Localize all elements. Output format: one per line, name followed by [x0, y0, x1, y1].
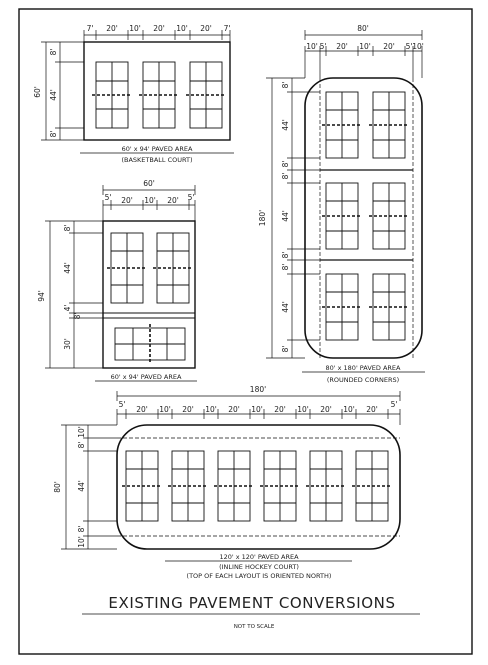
dim-left-7: 44' [281, 301, 290, 313]
dim-top-1: 20' [136, 405, 148, 414]
dim-left-2: 44' [77, 480, 86, 492]
dim-left-3: 8' [281, 172, 290, 180]
dim-top-5: 5' [405, 42, 413, 51]
dim-top-2: 20' [336, 42, 348, 51]
dim-top-1: 20' [121, 196, 133, 205]
dim-top-1: 5' [319, 42, 327, 51]
caption: 60' x 94' PAVED AREA [121, 145, 193, 153]
dim-overall-top: 60' [143, 179, 155, 188]
rounded-layout [258, 24, 425, 384]
dim-top-0: 5' [118, 400, 126, 409]
dim-overall-left: 180' [258, 209, 267, 227]
paved-area [103, 221, 195, 368]
dim-left-6: 8' [281, 263, 290, 271]
dim-top-9: 20' [320, 405, 332, 414]
dim-top-4: 10' [176, 24, 188, 33]
paved-area [117, 425, 400, 549]
dim-top-2: 10' [159, 405, 171, 414]
basketball-layout [33, 24, 234, 164]
dim-top-7: 20' [274, 405, 286, 414]
dim-top-2: 10' [144, 196, 156, 205]
dim-left-1: 8' [77, 441, 86, 449]
dim-overall-left: 94' [37, 290, 46, 302]
dim-top-4: 20' [383, 42, 395, 51]
dim-overall-left: 60' [33, 86, 42, 98]
dim-top-6: 10' [251, 405, 263, 414]
dim-top-5: 20' [200, 24, 212, 33]
dim-overall-top: 180' [249, 385, 267, 394]
paved-area [84, 42, 230, 140]
dim-top-12: 5' [390, 400, 398, 409]
dim-top-3: 10' [359, 42, 371, 51]
caption-2: (BASKETBALL COURT) [121, 156, 193, 164]
dim-top-6: 10' [412, 42, 424, 51]
dim-left-4: 10' [77, 536, 86, 548]
dim-left-1: 44' [49, 89, 58, 101]
dim-top-4: 5' [187, 193, 195, 202]
page-subtitle: NOT TO SCALE [233, 624, 275, 630]
dim-left-1: 44' [63, 262, 72, 274]
hockey-layout [53, 385, 400, 580]
dim-top-3: 20' [167, 196, 179, 205]
dim-left-0: 8' [281, 81, 290, 89]
dim-left-4: 30' [63, 338, 72, 350]
dim-left-2: 8' [281, 160, 290, 168]
dim-top-6: 7' [223, 24, 231, 33]
dim-left-2: 4' [63, 304, 72, 312]
dim-top-3: 20' [153, 24, 165, 33]
dim-left-2: 8' [49, 130, 58, 138]
page-title: EXISTING PAVEMENT CONVERSIONS [108, 594, 396, 612]
small-layout [37, 179, 197, 381]
caption-2: (ROUNDED CORNERS) [326, 376, 400, 384]
dim-left-5: 8' [281, 251, 290, 259]
paved-area [305, 78, 422, 358]
caption: 120' x 120' PAVED AREA [219, 553, 299, 561]
dim-top-3: 20' [182, 405, 194, 414]
dim-overall-top: 80' [357, 24, 369, 33]
dim-top-10: 10' [343, 405, 355, 414]
caption: 80' x 180' PAVED AREA [325, 364, 401, 372]
caption: 60' x 94' PAVED AREA [110, 373, 182, 381]
dim-top-0: 10' [306, 42, 318, 51]
dim-overall-left: 80' [53, 481, 62, 493]
dim-left-4: 44' [281, 210, 290, 222]
dim-left-1: 44' [281, 119, 290, 131]
dim-left-8: 8' [281, 345, 290, 353]
caption-3: (TOP OF EACH LAYOUT IS ORIENTED NORTH) [186, 572, 332, 580]
dim-top-8: 10' [297, 405, 309, 414]
dim-top-5: 20' [228, 405, 240, 414]
dim-top-1: 20' [106, 24, 118, 33]
dim-top-0: 5' [104, 193, 112, 202]
dim-left-0: 8' [63, 224, 72, 232]
dim-left-0: 10' [77, 426, 86, 438]
caption-2: (INLINE HOCKEY COURT) [219, 563, 299, 571]
dim-left-0: 8' [49, 48, 58, 56]
dim-left-3: 8' [77, 525, 86, 533]
dim-top-4: 10' [205, 405, 217, 414]
dim-top-2: 10' [129, 24, 141, 33]
dim-top-11: 20' [366, 405, 378, 414]
dim-top-0: 7' [86, 24, 94, 33]
dim-left-3: 8' [73, 312, 82, 320]
